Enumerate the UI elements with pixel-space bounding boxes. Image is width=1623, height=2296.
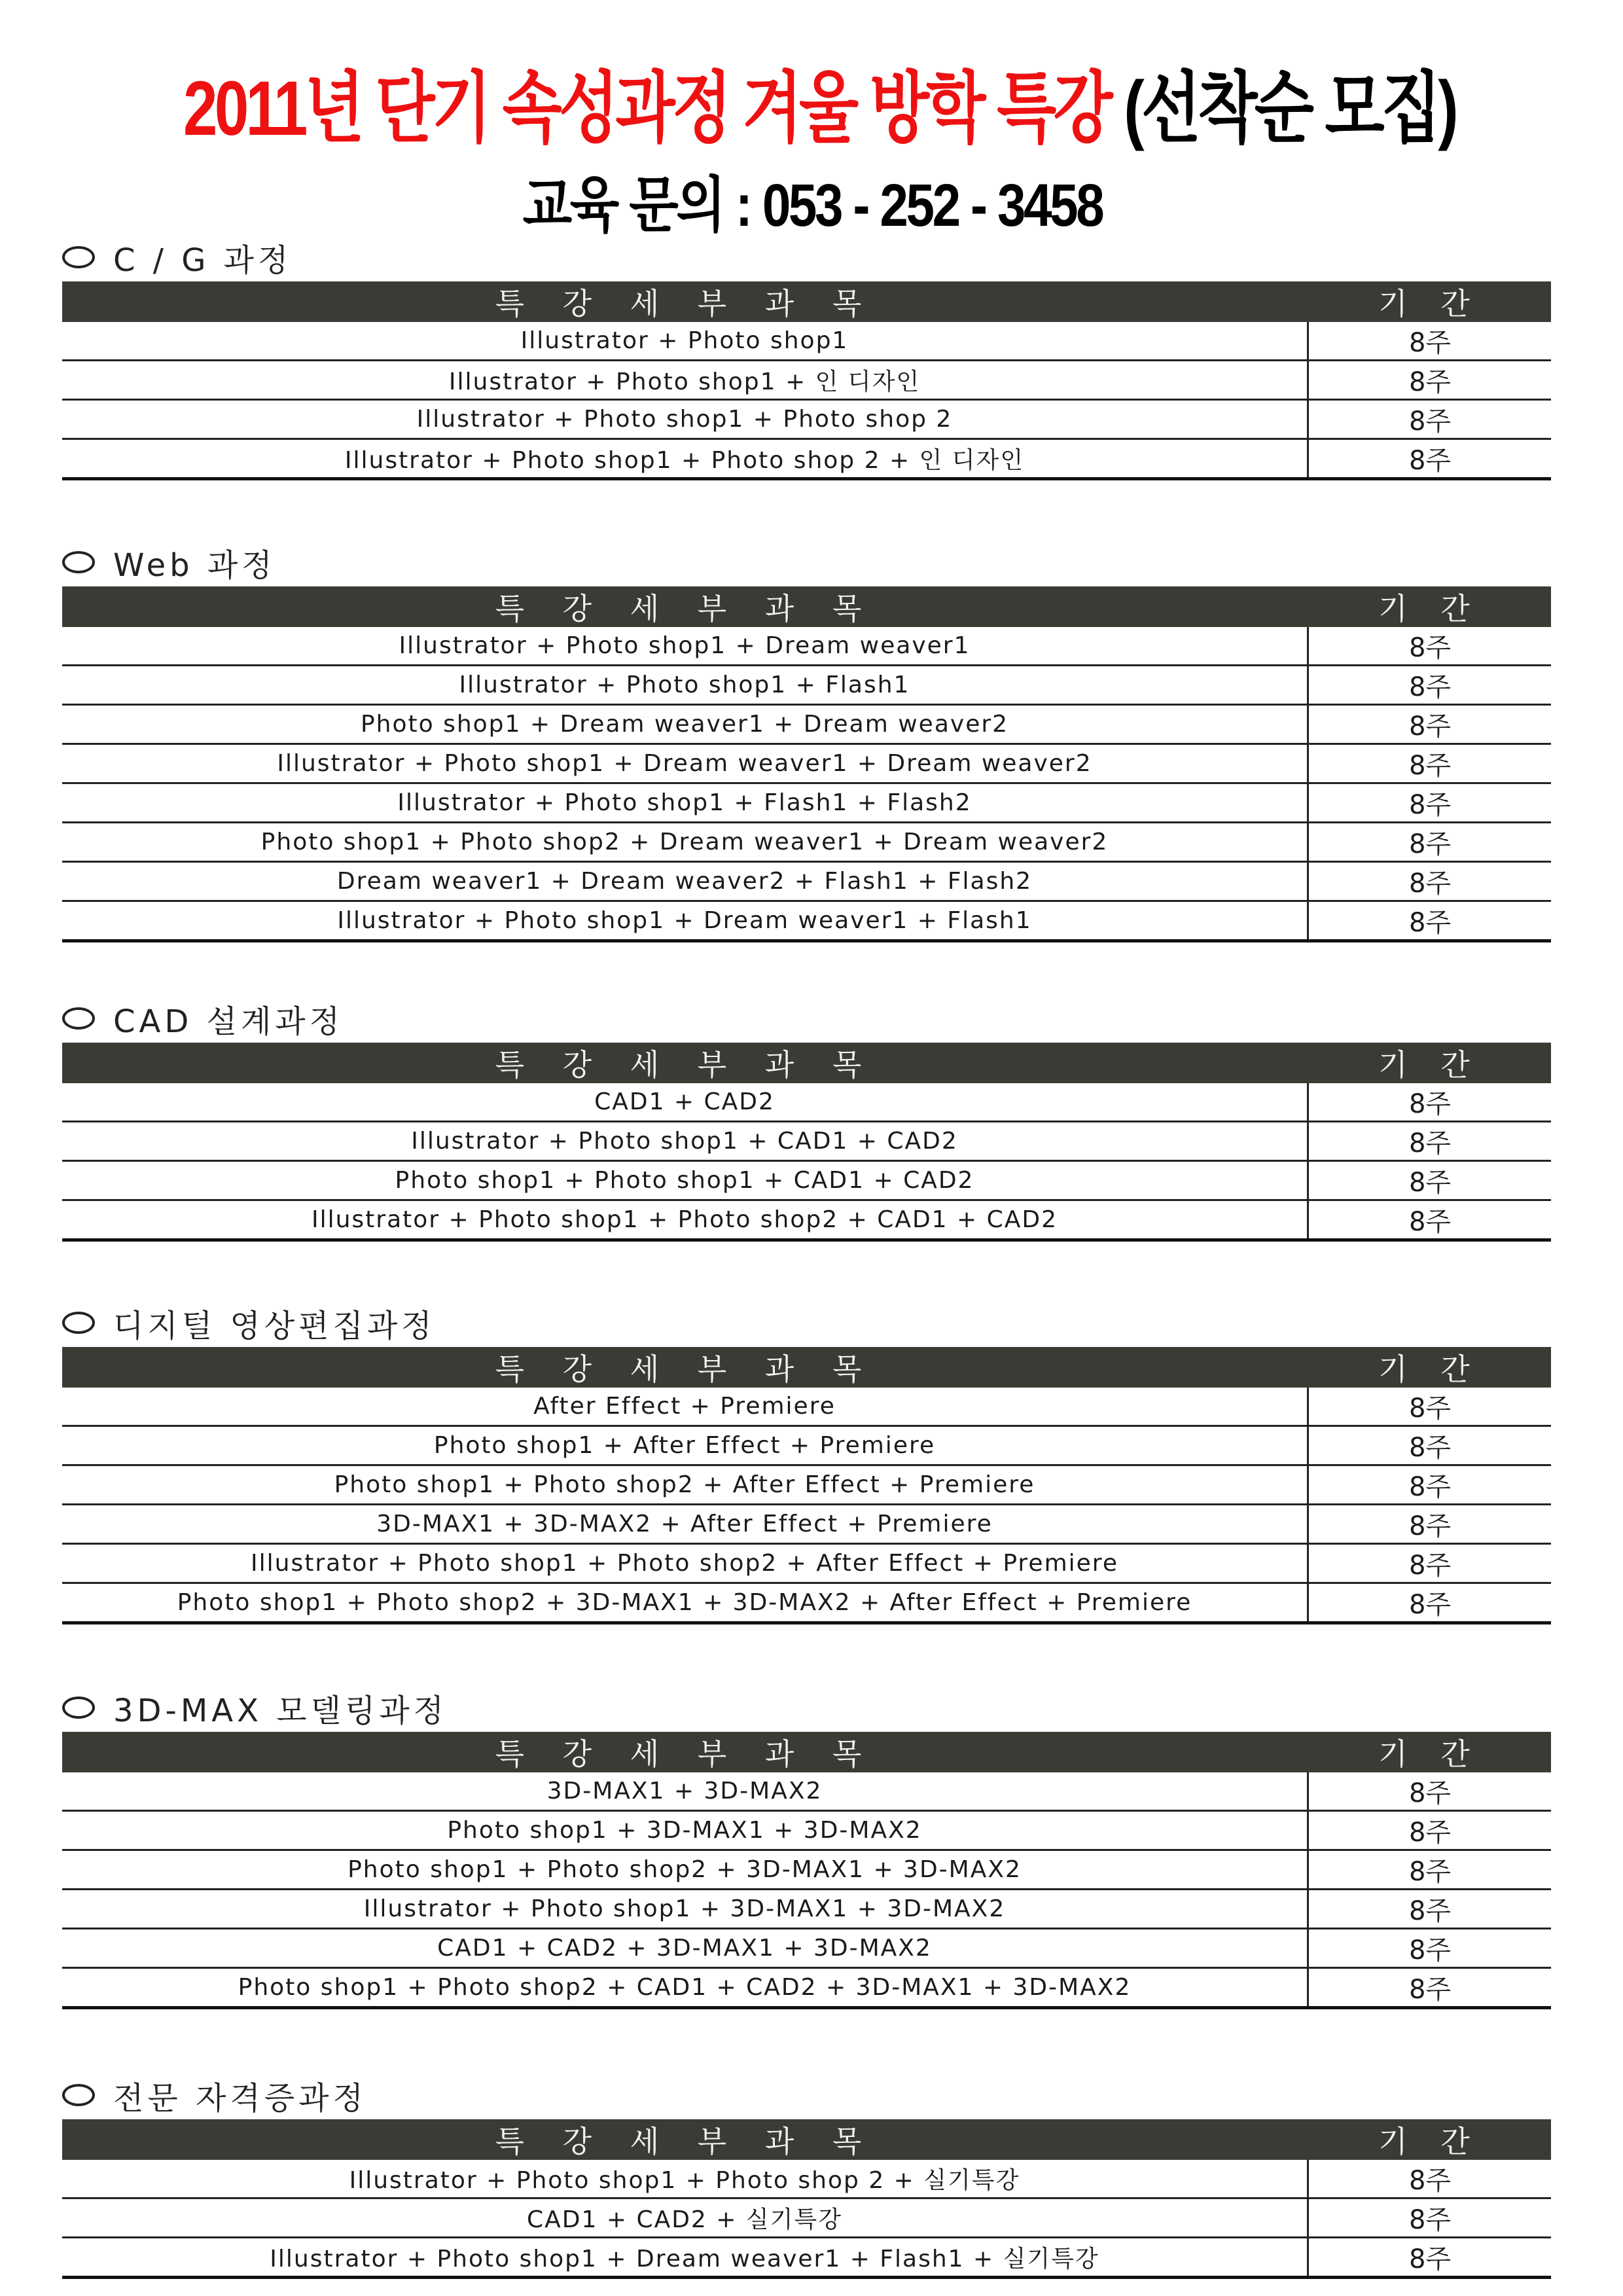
course-section (62, 1302, 1551, 1624)
course-name: Photo shop1 + Photo shop2 + After Effect + Premiere (62, 1466, 1309, 1503)
course-period: 8주 (1408, 633, 1452, 663)
header-course: 특 강 세 부 과 목 (495, 591, 876, 626)
course-name: CAD1 + CAD2 + 실기특강 (62, 2199, 1309, 2236)
course-section (62, 2075, 1551, 2279)
course-name: Illustrator + Photo shop1 + CAD1 + CAD2 (62, 1122, 1309, 1160)
course-period: 8주 (1408, 711, 1452, 742)
course-section (62, 237, 1551, 480)
table-row (62, 745, 1551, 784)
circle-bullet-icon (62, 1007, 95, 1030)
course-name: Illustrator + Photo shop1 + Dream weaver1 + Flash1 + 실기특강 (62, 2238, 1309, 2276)
course-table (62, 1732, 1551, 2009)
course-period: 8주 (1408, 406, 1452, 437)
table-row (62, 823, 1551, 863)
table-row (62, 1851, 1551, 1890)
table-header (62, 2119, 1551, 2160)
course-period: 8주 (1408, 908, 1452, 938)
section-title: 전문 자격증과정 (113, 2079, 367, 2117)
table-header (62, 1732, 1551, 1772)
course-period: 8주 (1408, 1857, 1452, 1887)
table-row (62, 1505, 1551, 1545)
section-label (62, 1687, 1551, 1728)
course-name: Photo shop1 + Photo shop2 + 3D-MAX1 + 3D-MAX2 + After Effect + Premiere (62, 1584, 1309, 1621)
table-row (62, 1584, 1551, 1624)
course-period: 8주 (1408, 446, 1452, 476)
course-period: 8주 (1408, 1551, 1452, 1581)
table-row (62, 1466, 1551, 1505)
course-name: Photo shop1 + Photo shop2 + 3D-MAX1 + 3D-MAX2 (62, 1851, 1309, 1888)
course-name: Photo shop1 + Photo shop1 + CAD1 + CAD2 (62, 1162, 1309, 1199)
table-row (62, 666, 1551, 706)
course-name: Illustrator + Photo shop1 (62, 322, 1309, 359)
course-name: 3D-MAX1 + 3D-MAX2 (62, 1772, 1309, 1810)
course-period: 8주 (1408, 328, 1452, 358)
course-name: Illustrator + Photo shop1 + Photo shop 2 + 실기특강 (62, 2160, 1309, 2197)
course-period: 8주 (1408, 1128, 1452, 1158)
course-table (62, 1347, 1551, 1624)
course-period: 8주 (1408, 1975, 1452, 2005)
course-period: 8주 (1408, 869, 1452, 899)
table-row (62, 1162, 1551, 1201)
course-name: Illustrator + Photo shop1 + Flash1 + Flash2 (62, 784, 1309, 821)
header-course: 특 강 세 부 과 목 (495, 1352, 876, 1387)
table-row (62, 1890, 1551, 1929)
table-row (62, 2199, 1551, 2238)
header-course: 특 강 세 부 과 목 (495, 2124, 876, 2159)
table-row (62, 1388, 1551, 1427)
course-period: 8주 (1408, 367, 1452, 397)
table-row (62, 440, 1551, 480)
course-name: Illustrator + Photo shop1 + Dream weaver1 + Dream weaver2 (62, 745, 1309, 782)
table-row (62, 902, 1551, 942)
course-period: 8주 (1408, 751, 1452, 781)
circle-bullet-icon (62, 551, 95, 573)
course-table (62, 2119, 1551, 2279)
course-section (62, 1687, 1551, 2009)
course-name: Photo shop1 + 3D-MAX1 + 3D-MAX2 (62, 1812, 1309, 1849)
table-header (62, 281, 1551, 322)
header-period: 기 간 (1378, 1047, 1482, 1083)
table-row (62, 1812, 1551, 1851)
section-label (62, 542, 1551, 583)
page-title (170, 46, 1469, 157)
table-row (62, 863, 1551, 902)
table-row (62, 1772, 1551, 1812)
course-table (62, 1043, 1551, 1242)
table-row (62, 322, 1551, 361)
course-period: 8주 (1408, 2244, 1452, 2274)
course-name: Photo shop1 + Dream weaver1 + Dream weaver2 (62, 706, 1309, 743)
course-name: Illustrator + Photo shop1 + Dream weaver1 + Flash1 (62, 902, 1309, 939)
table-row (62, 1929, 1551, 1969)
course-name: Illustrator + Photo shop1 + 인 디자인 (62, 361, 1309, 399)
header-course: 특 강 세 부 과 목 (495, 1047, 876, 1083)
course-period: 8주 (1408, 829, 1452, 859)
contact-phone: 교육 문의 : 053 - 252 - 3458 (522, 172, 1103, 239)
section-title: 디지털 영상편집과정 (113, 1307, 436, 1344)
title-sub: (선착순 모집) (1124, 65, 1455, 152)
course-name: Illustrator + Photo shop1 + 3D-MAX1 + 3D-MAX2 (62, 1890, 1309, 1928)
course-period: 8주 (1408, 1590, 1452, 1620)
table-row (62, 627, 1551, 666)
course-period: 8주 (1408, 672, 1452, 702)
course-period: 8주 (1408, 1818, 1452, 1848)
course-name: Illustrator + Photo shop1 + Flash1 (62, 666, 1309, 704)
course-name: Illustrator + Photo shop1 + Photo shop2 + After Effect + Premiere (62, 1545, 1309, 1582)
section-title: Web 과정 (113, 547, 276, 584)
table-row (62, 784, 1551, 823)
table-header (62, 1043, 1551, 1083)
course-name: After Effect + Premiere (62, 1388, 1309, 1425)
circle-bullet-icon (62, 246, 95, 268)
section-label (62, 1302, 1551, 1343)
course-name: Illustrator + Photo shop1 + Dream weaver1 (62, 627, 1309, 664)
course-table (62, 586, 1551, 942)
header-period: 기 간 (1378, 1352, 1482, 1387)
table-row (62, 1122, 1551, 1162)
course-section (62, 542, 1551, 942)
course-period: 8주 (1408, 1896, 1452, 1926)
course-period: 8주 (1408, 1472, 1452, 1502)
table-row (62, 1545, 1551, 1584)
course-period: 8주 (1408, 1935, 1452, 1965)
section-title: 3D-MAX 모델링과정 (113, 1692, 448, 1729)
header-period: 기 간 (1378, 2124, 1482, 2159)
course-table (62, 281, 1551, 480)
table-row (62, 1083, 1551, 1122)
course-name: Illustrator + Photo shop1 + Photo shop2 + CAD1 + CAD2 (62, 1201, 1309, 1238)
course-name: Illustrator + Photo shop1 + Photo shop 2 (62, 401, 1309, 438)
circle-bullet-icon (62, 1312, 95, 1334)
course-period: 8주 (1408, 1511, 1452, 1541)
table-row (62, 1969, 1551, 2009)
course-name: Photo shop1 + Photo shop2 + CAD1 + CAD2 + 3D-MAX1 + 3D-MAX2 (62, 1969, 1309, 2006)
table-row (62, 2238, 1551, 2279)
circle-bullet-icon (62, 1696, 95, 1719)
course-period: 8주 (1408, 1778, 1452, 1808)
course-period: 8주 (1408, 2205, 1452, 2235)
course-period: 8주 (1408, 1168, 1452, 1198)
course-name: Photo shop1 + After Effect + Premiere (62, 1427, 1309, 1464)
section-label (62, 2075, 1551, 2115)
table-row (62, 1201, 1551, 1242)
header-period: 기 간 (1378, 286, 1482, 321)
circle-bullet-icon (62, 2084, 95, 2106)
course-period: 8주 (1408, 1433, 1452, 1463)
course-name: CAD1 + CAD2 (62, 1083, 1309, 1121)
section-title: C / G 과정 (113, 242, 293, 279)
course-period: 8주 (1408, 1393, 1452, 1424)
table-row (62, 361, 1551, 401)
course-name: Illustrator + Photo shop1 + Photo shop 2 + 인 디자인 (62, 440, 1309, 477)
header-period: 기 간 (1378, 591, 1482, 626)
course-name: CAD1 + CAD2 + 3D-MAX1 + 3D-MAX2 (62, 1929, 1309, 1967)
course-period: 8주 (1408, 2166, 1452, 2196)
table-row (62, 706, 1551, 745)
course-name: 3D-MAX1 + 3D-MAX2 + After Effect + Premiere (62, 1505, 1309, 1543)
header-course: 특 강 세 부 과 목 (495, 1736, 876, 1772)
header-course: 특 강 세 부 과 목 (495, 286, 876, 321)
course-name: Dream weaver1 + Dream weaver2 + Flash1 + Flash2 (62, 863, 1309, 900)
course-period: 8주 (1408, 790, 1452, 820)
title-main: 2011년 단기 속성과정 겨울 방학 특강 (183, 65, 1110, 152)
table-row (62, 1427, 1551, 1466)
course-period: 8주 (1408, 1089, 1452, 1119)
course-name: Photo shop1 + Photo shop2 + Dream weaver1 + Dream weaver2 (62, 823, 1309, 861)
table-row (62, 2160, 1551, 2199)
table-header (62, 1347, 1551, 1388)
section-title: CAD 설계과정 (113, 1003, 344, 1040)
table-row (62, 401, 1551, 440)
header-period: 기 간 (1378, 1736, 1482, 1772)
section-label (62, 998, 1551, 1039)
course-period: 8주 (1408, 1207, 1452, 1237)
section-label (62, 237, 1551, 278)
course-section (62, 998, 1551, 1242)
table-header (62, 586, 1551, 627)
